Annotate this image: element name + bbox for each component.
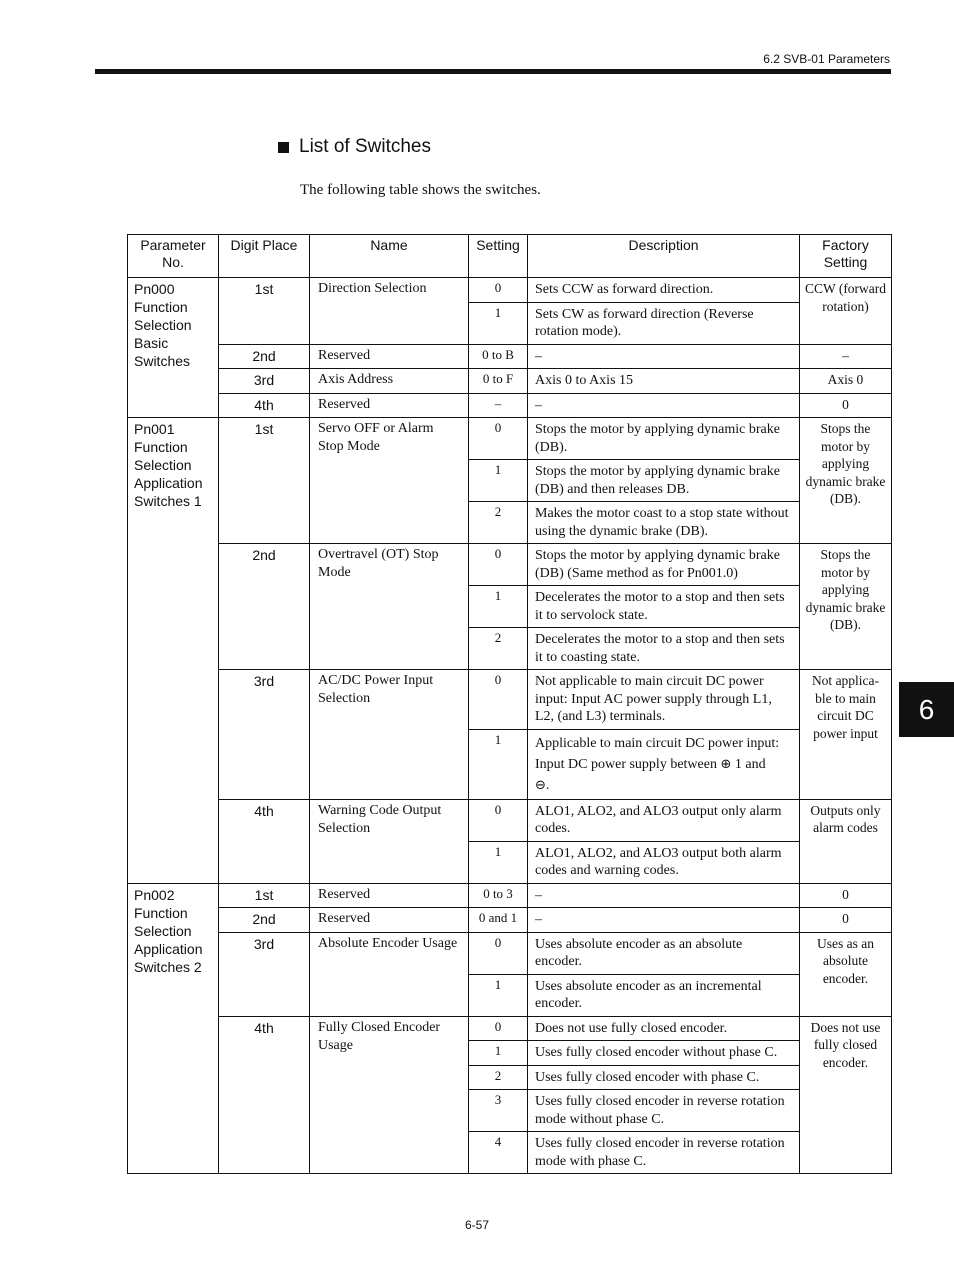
description-cell: Sets CW as forward direction (Reverse rotation mode).: [528, 302, 800, 344]
description-cell: Sets CCW as forward direction.: [528, 278, 800, 303]
description-cell: Uses absolute encoder as an incremental encoder.: [528, 974, 800, 1016]
factory-cell: CCW (forward rotation): [800, 278, 892, 345]
description-cell: Stops the motor by applying dynamic brake (DB).: [528, 418, 800, 460]
setting-cell: 0: [469, 1016, 528, 1041]
setting-cell: 0 to B: [469, 344, 528, 369]
description-cell: Uses fully closed encoder in reverse rotation mode without phase C.: [528, 1090, 800, 1132]
table-row: [128, 799, 892, 841]
description-cell: Uses fully closed encoder in reverse rotation mode with phase C.: [528, 1132, 800, 1174]
description-cell: Uses fully closed encoder with phase C.: [528, 1065, 800, 1090]
setting-cell: 0: [469, 544, 528, 586]
description-cell: –: [528, 908, 800, 933]
description-text: .: [545, 777, 550, 793]
description-text: 1 and: [734, 756, 766, 772]
description-cell: –: [528, 344, 800, 369]
table-row: [128, 883, 892, 908]
description-cell: Not applicable to main circuit DC power input: Input AC power supply through L1, L2, (and L3) terminals.: [528, 670, 800, 730]
description-cell: Uses absolute encoder as an absolute encoder.: [528, 932, 800, 974]
name-cell: Fully Closed Encoder Usage: [310, 1016, 469, 1174]
table-row: [128, 278, 892, 303]
description-cell: Axis 0 to Axis 15: [528, 369, 800, 394]
setting-cell: 1: [469, 729, 528, 799]
digit-cell: 3rd: [219, 670, 310, 800]
factory-cell: Not applica- ble to main circuit DC power input: [800, 670, 892, 800]
description-cell: Does not use fully closed encoder.: [528, 1016, 800, 1041]
setting-cell: –: [469, 393, 528, 418]
name-cell: Direction Selection: [310, 278, 469, 345]
header-description: Description: [528, 235, 800, 278]
intro-text: The following table shows the switches.: [300, 182, 541, 198]
setting-cell: 0: [469, 932, 528, 974]
running-header: 6.2 SVB-01 Parameters: [763, 52, 890, 66]
table-row: [128, 932, 892, 974]
description-cell: Decelerates the motor to a stop and then sets it to servolock state.: [528, 586, 800, 628]
chapter-tab: 6: [899, 682, 954, 737]
section-heading: [278, 136, 431, 158]
factory-cell: Uses as an absolute encoder.: [800, 932, 892, 1016]
name-cell: Absolute Encoder Usage: [310, 932, 469, 1016]
section-title: List of Switches: [299, 136, 431, 157]
setting-cell: 0: [469, 799, 528, 841]
factory-cell: Does not use fully closed encoder.: [800, 1016, 892, 1174]
digit-cell: 1st: [219, 418, 310, 544]
setting-cell: 1: [469, 974, 528, 1016]
digit-cell: 4th: [219, 799, 310, 883]
description-cell: Uses fully closed encoder without phase C.: [528, 1041, 800, 1066]
header-name: Name: [310, 235, 469, 278]
name-cell: Overtravel (OT) Stop Mode: [310, 544, 469, 670]
description-cell: ALO1, ALO2, and ALO3 output both alarm codes and warning codes.: [528, 841, 800, 883]
factory-cell: Stops the motor by applying dynamic brake (DB).: [800, 544, 892, 670]
table-row: [128, 393, 892, 418]
header-digit-place: Digit Place: [219, 235, 310, 278]
setting-cell: 1: [469, 302, 528, 344]
description-text: Applicable to main circuit DC power input: Input DC power supply between: [535, 735, 780, 772]
switches-table: [127, 234, 892, 1174]
minus-terminal-icon: ⊖: [535, 777, 546, 793]
factory-cell: 0: [800, 393, 892, 418]
table-row: [128, 908, 892, 933]
factory-cell: 0: [800, 908, 892, 933]
table-row: [128, 1016, 892, 1041]
header-factory-setting: Factory Setting: [800, 235, 892, 278]
setting-cell: 2: [469, 502, 528, 544]
table-row: [128, 670, 892, 730]
setting-cell: 2: [469, 628, 528, 670]
digit-cell: 2nd: [219, 908, 310, 933]
header-parameter: Parameter No.: [128, 235, 219, 278]
name-cell: Reserved: [310, 908, 469, 933]
digit-cell: 3rd: [219, 369, 310, 394]
plus-terminal-icon: ⊕: [720, 756, 732, 772]
factory-cell: Outputs only alarm codes: [800, 799, 892, 883]
description-cell: ALO1, ALO2, and ALO3 output only alarm codes.: [528, 799, 800, 841]
table-row: [128, 418, 892, 460]
setting-cell: 0: [469, 670, 528, 730]
param-cell: Pn002 Function Selection Application Switches 2: [128, 883, 219, 1174]
description-cell: Stops the motor by applying dynamic brake (DB) (Same method as for Pn001.0): [528, 544, 800, 586]
name-cell: Warning Code Output Selection: [310, 799, 469, 883]
setting-cell: 0 to F: [469, 369, 528, 394]
description-cell: –: [528, 883, 800, 908]
table-header-row: [128, 235, 892, 278]
setting-cell: 0 to 3: [469, 883, 528, 908]
digit-cell: 4th: [219, 393, 310, 418]
factory-cell: –: [800, 344, 892, 369]
page-number: 6-57: [464, 1218, 490, 1232]
header-setting: Setting: [469, 235, 528, 278]
digit-cell: 2nd: [219, 544, 310, 670]
digit-cell: 3rd: [219, 932, 310, 1016]
setting-cell: 3: [469, 1090, 528, 1132]
square-bullet-icon: [278, 142, 289, 153]
setting-cell: 2: [469, 1065, 528, 1090]
setting-cell: 4: [469, 1132, 528, 1174]
digit-cell: 1st: [219, 278, 310, 345]
digit-cell: 4th: [219, 1016, 310, 1174]
table-row: [128, 544, 892, 586]
digit-cell: 2nd: [219, 344, 310, 369]
description-cell: Makes the motor coast to a stop state without using the dynamic brake (DB).: [528, 502, 800, 544]
param-cell: Pn000 Function Selection Basic Switches: [128, 278, 219, 418]
setting-cell: 0 and 1: [469, 908, 528, 933]
description-cell: [528, 729, 800, 799]
factory-cell: Stops the motor by applying dynamic brake (DB).: [800, 418, 892, 544]
table-row: [128, 369, 892, 394]
setting-cell: 1: [469, 460, 528, 502]
description-cell: Decelerates the motor to a stop and then sets it to coasting state.: [528, 628, 800, 670]
digit-cell: 1st: [219, 883, 310, 908]
header-rule: [95, 69, 891, 74]
setting-cell: 1: [469, 841, 528, 883]
factory-cell: Axis 0: [800, 369, 892, 394]
name-cell: Axis Address: [310, 369, 469, 394]
setting-cell: 0: [469, 418, 528, 460]
factory-cell: 0: [800, 883, 892, 908]
setting-cell: 1: [469, 586, 528, 628]
name-cell: Reserved: [310, 393, 469, 418]
description-cell: Stops the motor by applying dynamic brake (DB) and then releases DB.: [528, 460, 800, 502]
name-cell: AC/DC Power Input Selection: [310, 670, 469, 800]
name-cell: Servo OFF or Alarm Stop Mode: [310, 418, 469, 544]
description-cell: –: [528, 393, 800, 418]
setting-cell: 0: [469, 278, 528, 303]
setting-cell: 1: [469, 1041, 528, 1066]
name-cell: Reserved: [310, 344, 469, 369]
name-cell: Reserved: [310, 883, 469, 908]
param-cell: Pn001 Function Selection Application Switches 1: [128, 418, 219, 884]
table-row: [128, 344, 892, 369]
